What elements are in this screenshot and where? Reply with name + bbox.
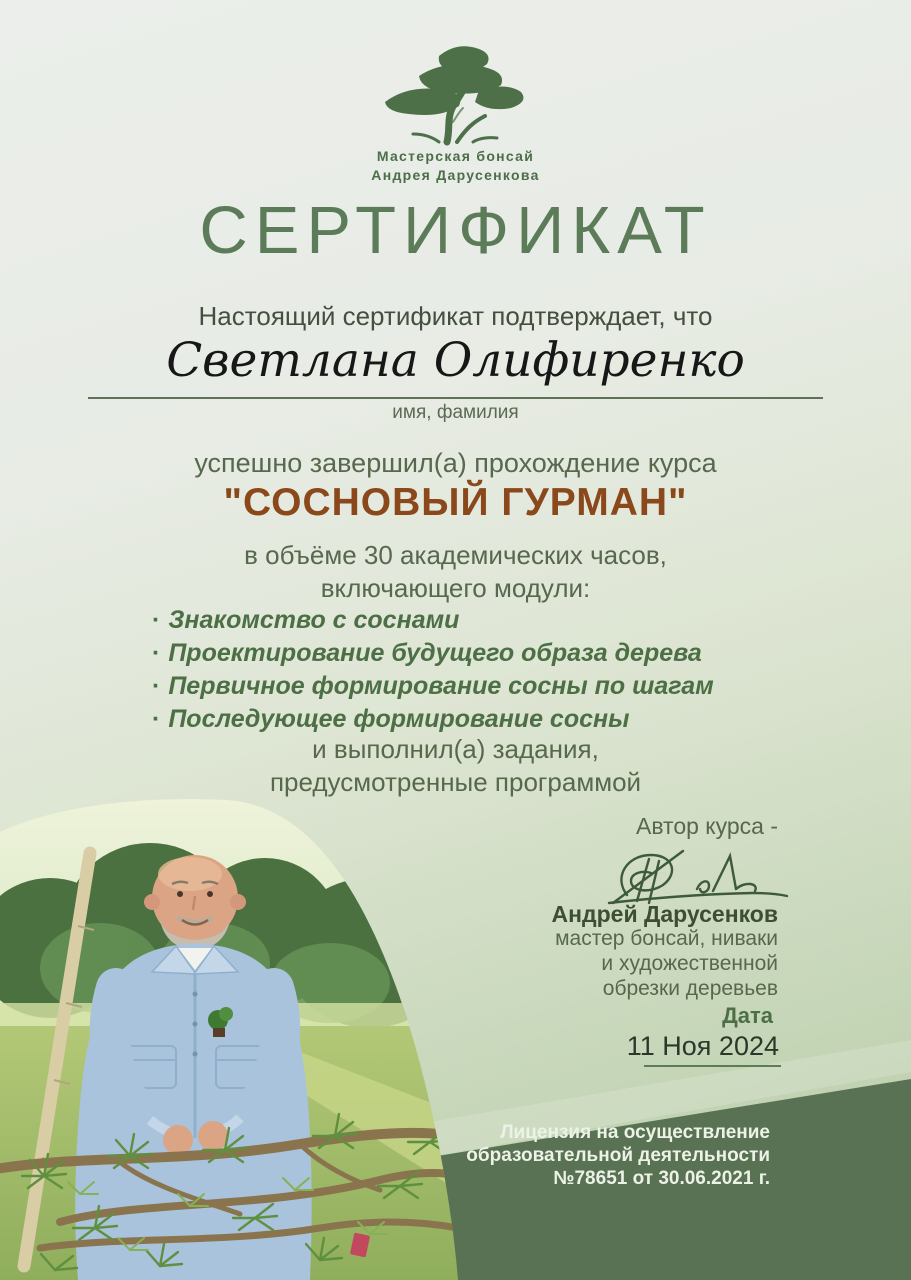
author-label: Автор курса - bbox=[636, 813, 778, 839]
course-intro: успешно завершил(а) прохождение курса bbox=[194, 448, 717, 478]
completion-line2: предусмотренные программой bbox=[269, 767, 642, 797]
statement-text: Настоящий сертификат подтверждает, что bbox=[198, 301, 713, 331]
course-volume-line1: в объёме 30 академических часов, bbox=[244, 540, 667, 570]
module-item-label: Проектирование будущего образа дерева bbox=[168, 639, 702, 667]
module-item-label: Первичное формирование сосны по шагам bbox=[168, 672, 714, 700]
bullet-icon: · bbox=[152, 639, 161, 667]
author-title bbox=[555, 926, 778, 1001]
name-caption: имя, фамилия bbox=[392, 402, 519, 423]
studio-name-line2: Андрея Дарусенкова bbox=[371, 167, 540, 183]
certificate-title: СЕРТИФИКАТ bbox=[199, 193, 712, 268]
module-item bbox=[152, 604, 714, 637]
course-volume bbox=[0, 539, 911, 605]
module-item bbox=[152, 637, 714, 670]
course-volume-line2: включающего модули: bbox=[320, 573, 591, 603]
module-item bbox=[152, 703, 714, 736]
studio-name-line1: Мастерская бонсай bbox=[376, 148, 535, 164]
date-underline bbox=[644, 1065, 781, 1067]
bullet-icon: · bbox=[152, 705, 161, 733]
license-text bbox=[466, 1121, 770, 1190]
module-item bbox=[152, 670, 714, 703]
author-title-line1: мастер бонсай, ниваки bbox=[555, 927, 778, 950]
license-line3: №78651 от 30.06.2021 г. bbox=[553, 1168, 770, 1189]
license-line2: образовательной деятельности bbox=[466, 1145, 770, 1166]
date-value: 11 Ноя 2024 bbox=[626, 1031, 779, 1061]
module-item-label: Знакомство с соснами bbox=[168, 606, 460, 634]
author-name: Андрей Дарусенков bbox=[551, 901, 778, 927]
author-title-line3: обрезки деревьев bbox=[602, 977, 778, 1000]
license-line1: Лицензия на осуществление bbox=[500, 1122, 770, 1143]
completion-text bbox=[0, 733, 911, 799]
author-photo bbox=[0, 798, 470, 1280]
module-item-label: Последующее формирование сосны bbox=[168, 705, 630, 733]
bullet-icon: · bbox=[152, 672, 161, 700]
bullet-icon: · bbox=[152, 606, 161, 634]
studio-name bbox=[0, 147, 911, 185]
name-underline bbox=[88, 397, 823, 399]
completion-line1: и выполнил(а) задания, bbox=[312, 734, 599, 764]
course-title: "СОСНОВЫЙ ГУРМАН" bbox=[223, 481, 688, 524]
date-label: Дата bbox=[722, 1003, 773, 1028]
modules-list bbox=[152, 604, 714, 736]
author-title-line2: и художественной bbox=[601, 952, 778, 975]
recipient-name: Светлана Олифиренко bbox=[166, 333, 745, 388]
